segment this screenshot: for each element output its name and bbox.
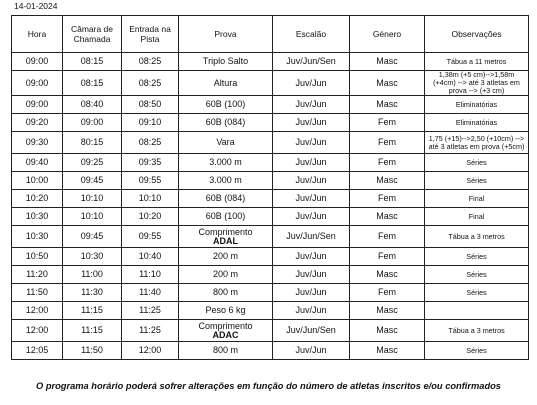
- cell-hora: 09:00: [12, 71, 63, 96]
- table-row: [12, 114, 529, 132]
- cell-hora: 12:00: [12, 302, 63, 320]
- cell-prova: [179, 342, 273, 360]
- table-row: [12, 226, 529, 248]
- cell-entrada: 10:10: [122, 190, 179, 208]
- cell-prova: [179, 53, 273, 71]
- cell-prova: [179, 96, 273, 114]
- cell-obs: Séries: [425, 342, 529, 360]
- cell-escalao: Juv/Jun/Sen: [273, 53, 350, 71]
- cell-hora: 11:50: [12, 284, 63, 302]
- cell-entrada: 12:00: [122, 342, 179, 360]
- cell-obs: Séries: [425, 172, 529, 190]
- cell-obs: Final: [425, 208, 529, 226]
- cell-escalao: Juv/Jun: [273, 284, 350, 302]
- cell-camara: 08:15: [63, 53, 122, 71]
- cell-camara: 11:00: [63, 266, 122, 284]
- cell-hora: 10:30: [12, 226, 63, 248]
- cell-prova: [179, 172, 273, 190]
- cell-hora: 09:00: [12, 53, 63, 71]
- cell-entrada: 11:25: [122, 302, 179, 320]
- prova-label: Comprimento: [198, 320, 253, 331]
- cell-obs: 1,38m (+5 cm)-->1,58m (+4cm) --> até 3 atletas em prova --> (+3 cm): [425, 71, 529, 96]
- cell-obs: Séries: [425, 248, 529, 266]
- header-hora: Hora: [12, 16, 63, 53]
- cell-genero: Masc: [350, 342, 425, 360]
- header-genero: Género: [350, 16, 425, 53]
- cell-entrada: 09:35: [122, 154, 179, 172]
- cell-prova: [179, 226, 273, 248]
- cell-camara: 11:50: [63, 342, 122, 360]
- cell-camara: 11:30: [63, 284, 122, 302]
- cell-camara: 09:45: [63, 172, 122, 190]
- cell-escalao: Juv/Jun: [273, 132, 350, 154]
- cell-entrada: 11:10: [122, 266, 179, 284]
- cell-escalao: Juv/Jun/Sen: [273, 226, 350, 248]
- header-escalao: Escalão: [273, 16, 350, 53]
- cell-hora: 09:40: [12, 154, 63, 172]
- cell-camara: 09:45: [63, 226, 122, 248]
- cell-camara: 80:15: [63, 132, 122, 154]
- table-header-row: [12, 16, 529, 53]
- cell-entrada: 08:25: [122, 132, 179, 154]
- cell-hora: 10:20: [12, 190, 63, 208]
- cell-camara: 11:15: [63, 302, 122, 320]
- cell-genero: Fem: [350, 190, 425, 208]
- cell-escalao: Juv/Jun: [273, 154, 350, 172]
- cell-entrada: 09:55: [122, 226, 179, 248]
- cell-genero: Fem: [350, 132, 425, 154]
- cell-prova: [179, 154, 273, 172]
- cell-obs: Eliminatórias: [425, 114, 529, 132]
- cell-obs: Tábua a 3 metros: [425, 320, 529, 342]
- cell-prova: [179, 208, 273, 226]
- header-prova: Prova: [179, 16, 273, 53]
- cell-entrada: 11:40: [122, 284, 179, 302]
- cell-hora: 10:50: [12, 248, 63, 266]
- cell-genero: Masc: [350, 172, 425, 190]
- cell-prova: [179, 190, 273, 208]
- cell-genero: Masc: [350, 320, 425, 342]
- cell-hora: 11:20: [12, 266, 63, 284]
- prova-label: Comprimento: [198, 226, 253, 237]
- prova-label: 60B (084): [205, 193, 246, 203]
- prova-label: 60B (100): [205, 211, 246, 221]
- cell-obs: Tábua a 3 metros: [425, 226, 529, 248]
- cell-genero: Masc: [350, 71, 425, 96]
- cell-entrada: 10:40: [122, 248, 179, 266]
- cell-genero: Masc: [350, 302, 425, 320]
- cell-escalao: Juv/Jun: [273, 266, 350, 284]
- cell-hora: 12:05: [12, 342, 63, 360]
- prova-club: ADAC: [212, 329, 239, 340]
- table-row: [12, 266, 529, 284]
- cell-escalao: Juv/Jun: [273, 96, 350, 114]
- prova-label: 200 m: [212, 269, 238, 279]
- cell-entrada: 08:25: [122, 53, 179, 71]
- cell-camara: 09:25: [63, 154, 122, 172]
- table-row: [12, 190, 529, 208]
- cell-prova: [179, 248, 273, 266]
- cell-escalao: Juv/Jun: [273, 172, 350, 190]
- cell-entrada: 10:20: [122, 208, 179, 226]
- prova-label: Triplo Salto: [202, 56, 249, 66]
- cell-escalao: Juv/Jun: [273, 302, 350, 320]
- prova-label: 800 m: [212, 287, 238, 297]
- cell-escalao: Juv/Jun/Sen: [273, 320, 350, 342]
- cell-prova: [179, 266, 273, 284]
- cell-hora: 10:00: [12, 172, 63, 190]
- cell-escalao: Juv/Jun: [273, 208, 350, 226]
- prova-label: Altura: [213, 77, 238, 88]
- cell-genero: Fem: [350, 114, 425, 132]
- cell-obs: Eliminatórias: [425, 96, 529, 114]
- cell-genero: Masc: [350, 96, 425, 114]
- header-camara: Câmara de Chamada: [63, 16, 122, 53]
- cell-prova: [179, 71, 273, 96]
- cell-entrada: 09:55: [122, 172, 179, 190]
- document-date: 14-01-2024: [14, 1, 58, 11]
- prova-label: 200 m: [212, 251, 238, 261]
- cell-camara: 08:15: [63, 71, 122, 96]
- prova-label: 3.000 m: [209, 175, 242, 185]
- cell-camara: 10:10: [63, 190, 122, 208]
- cell-entrada: 08:25: [122, 71, 179, 96]
- cell-obs: Séries: [425, 284, 529, 302]
- table-row: [12, 172, 529, 190]
- prova-club: ADAL: [213, 235, 238, 246]
- cell-prova: [179, 284, 273, 302]
- cell-obs: Tábua a 11 metros: [425, 53, 529, 71]
- cell-genero: Masc: [350, 53, 425, 71]
- cell-escalao: Juv/Jun: [273, 190, 350, 208]
- table-row: [12, 302, 529, 320]
- cell-camara: 10:10: [63, 208, 122, 226]
- table-row: [12, 248, 529, 266]
- cell-prova: [179, 114, 273, 132]
- cell-obs: Final: [425, 190, 529, 208]
- cell-entrada: 11:25: [122, 320, 179, 342]
- table-row: [12, 132, 529, 154]
- cell-obs: Séries: [425, 154, 529, 172]
- table-row: [12, 320, 529, 342]
- prova-label: 3.000 m: [209, 157, 242, 167]
- cell-obs: [425, 302, 529, 320]
- cell-escalao: Juv/Jun: [273, 248, 350, 266]
- table-row: [12, 53, 529, 71]
- cell-entrada: 09:10: [122, 114, 179, 132]
- cell-hora: 12:00: [12, 320, 63, 342]
- cell-genero: Fem: [350, 284, 425, 302]
- cell-genero: Masc: [350, 208, 425, 226]
- cell-genero: Fem: [350, 226, 425, 248]
- cell-escalao: Juv/Jun: [273, 114, 350, 132]
- cell-camara: 09:00: [63, 114, 122, 132]
- table-row: [12, 154, 529, 172]
- prova-label: Peso 6 kg: [205, 305, 246, 315]
- cell-camara: 08:40: [63, 96, 122, 114]
- cell-prova: [179, 320, 273, 342]
- cell-escalao: Juv/Jun: [273, 342, 350, 360]
- cell-camara: 11:15: [63, 320, 122, 342]
- table-row: [12, 71, 529, 96]
- footer-note: O programa horário poderá sofrer alterações em função do número de atletas inscritos e/ou confirmados: [36, 381, 501, 391]
- table-row: [12, 208, 529, 226]
- table-row: [12, 96, 529, 114]
- cell-hora: 09:30: [12, 132, 63, 154]
- cell-prova: [179, 132, 273, 154]
- cell-genero: Masc: [350, 266, 425, 284]
- cell-hora: 10:30: [12, 208, 63, 226]
- cell-obs: Séries: [425, 266, 529, 284]
- cell-entrada: 08:50: [122, 96, 179, 114]
- table-row: [12, 342, 529, 360]
- cell-obs: 1,75 (+15)-->2,50 (+10cm) --> até 3 atletas em prova (+5cm): [425, 132, 529, 154]
- cell-genero: Fem: [350, 248, 425, 266]
- prova-label: 60B (100): [205, 99, 246, 109]
- cell-hora: 09:20: [12, 114, 63, 132]
- cell-hora: 09:00: [12, 96, 63, 114]
- table-row: [12, 284, 529, 302]
- cell-prova: [179, 302, 273, 320]
- prova-label: 800 m: [212, 345, 238, 355]
- cell-camara: 10:30: [63, 248, 122, 266]
- cell-genero: Fem: [350, 154, 425, 172]
- prova-label: 60B (084): [205, 117, 246, 127]
- schedule-table: [11, 15, 529, 360]
- prova-label: Vara: [216, 137, 235, 147]
- header-observacoes: Observações: [425, 16, 529, 53]
- cell-escalao: Juv/Jun: [273, 71, 350, 96]
- header-entrada: Entrada na Pista: [122, 16, 179, 53]
